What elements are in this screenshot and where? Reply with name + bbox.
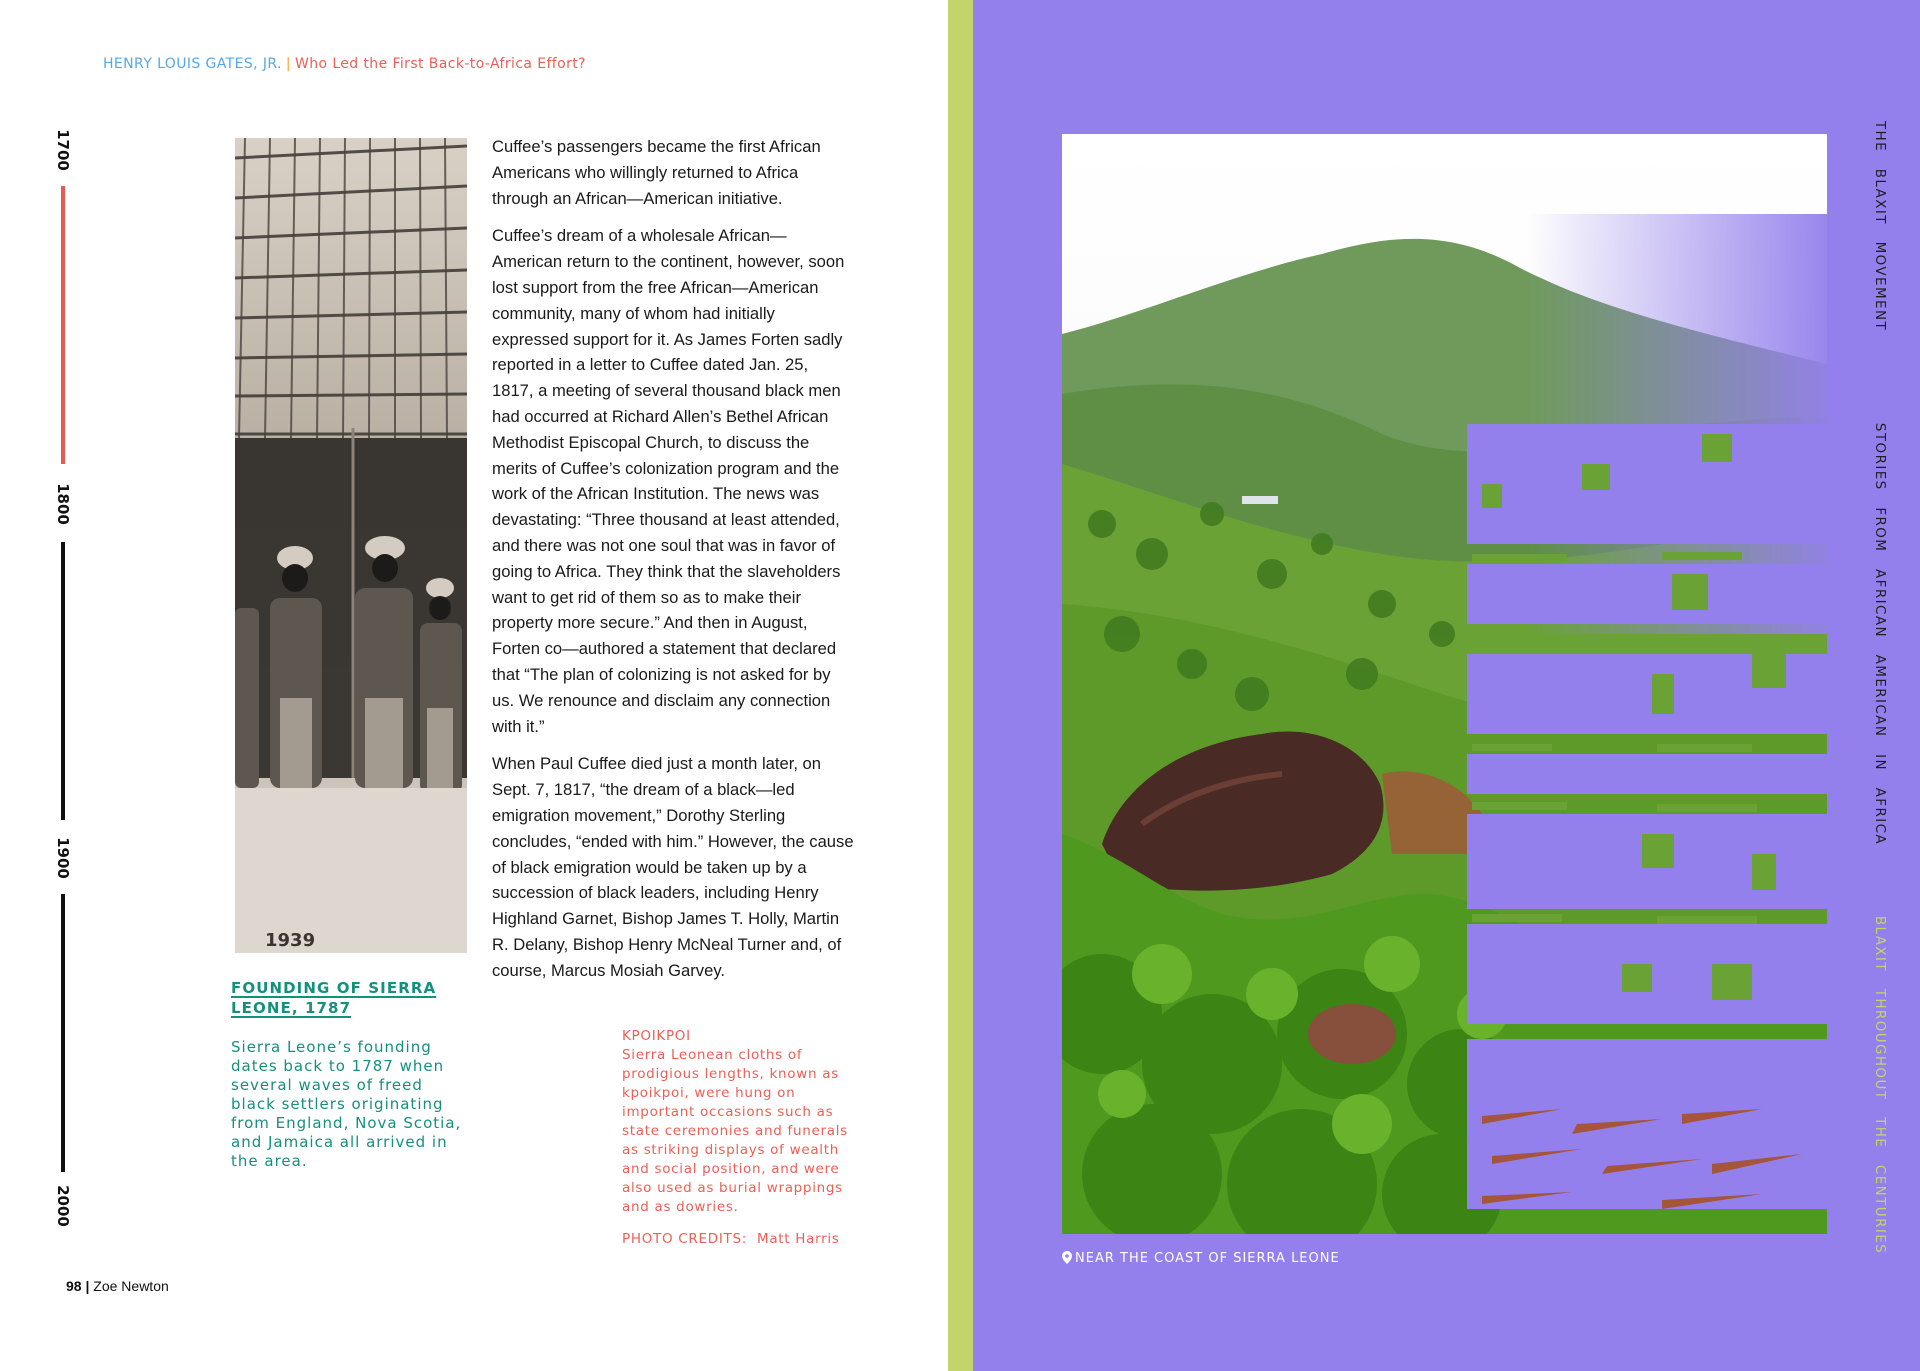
- timeline-label-2000: 2000: [54, 1185, 72, 1227]
- svg-text:1939: 1939: [265, 930, 316, 951]
- timeline-label-1700: 1700: [54, 129, 72, 171]
- article-paragraph: Cuffee’s passengers became the first African Americans who willingly returned to Africa through an African—American initiative.: [492, 137, 821, 208]
- sidebar-note-text: Sierra Leonean cloths of prodigious lengths, known as kpoikpoi, were hung on important occasions such as state ceremonies and funerals as striking displays of wealth and social position, and were also used as burial wrappings and as dowries.: [622, 1047, 848, 1215]
- spine-strip: [948, 0, 973, 1371]
- photo-caption-block: [231, 978, 471, 1171]
- photo-caption-title: FOUNDING OF SIERRA LEONE, 1787: [231, 979, 437, 1017]
- timeline-segment-red: [61, 186, 65, 464]
- folio-author: Zoe Newton: [93, 1278, 169, 1294]
- timeline-label-1800: 1800: [54, 483, 72, 525]
- side-label-centuries: BLAXIT THROUGHOUT THE CENTURIES: [1872, 915, 1888, 1255]
- timeline-segment: [61, 894, 65, 1172]
- folio-separator: |: [85, 1278, 90, 1294]
- running-head-separator: |: [285, 56, 291, 72]
- sidebar-note: [622, 1027, 862, 1217]
- photo-credits-name: Matt Harris: [756, 1231, 840, 1247]
- folio: [66, 1278, 169, 1294]
- landscape-photo: [1062, 134, 1827, 1234]
- photo-credits: [622, 1231, 840, 1247]
- running-head-title: Who Led the First Back-to-Africa Effort?: [294, 56, 586, 72]
- photo-caption-text: Sierra Leone’s founding dates back to 1787 when several waves of freed black settlers originating from England, Nova Scotia, and Jamaica all arrived in the area.: [231, 1038, 462, 1170]
- article-body: [492, 134, 854, 996]
- archival-photo: [235, 138, 467, 953]
- side-label-stories: STORIES FROM AFRICAN AMERICAN IN AFRICA: [1872, 422, 1888, 846]
- side-label-blaxit-movement: THE BLAXIT MOVEMENT: [1872, 120, 1888, 332]
- timeline: [48, 130, 78, 1230]
- photo-credits-label: PHOTO CREDITS:: [622, 1231, 747, 1247]
- timeline-label-1900: 1900: [54, 837, 72, 879]
- landscape-caption: [1062, 1251, 1340, 1266]
- page-number: 98: [66, 1278, 82, 1294]
- article-paragraph: When Paul Cuffee died just a month later, on Sept. 7, 1817, “the dream of a black—led emigration movement,” Dorothy Sterling concludes, “ended with him.” However, the cause of black emigration would be taken up by a succession of black leaders, including Henry Highland Garnet, Bishop James T. Holly, Martin R. Delany, Bishop Henry McNeal Turner and, of course, Marcus Mosiah Garvey.: [492, 754, 854, 980]
- article-paragraph: Cuffee’s dream of a wholesale African—American return to the continent, however, soon lost support from the free African—American community, many of whom had initially expressed support for it. As James Forten sadly reported in a letter to Cuffee dated Jan. 25, 1817, a meeting of several thousand black men had occurred at Richard Allen’s Bethel African Methodist Episcopal Church, to discuss the merits of Cuffee’s colonization program and the work of the African Institution. The news was devastating: “Three thousand at least attended, and there was not one soul that was in favor of going to Africa. They think that the slaveholders want to get rid of them so as to make their property more secure.” And then in August, Forten co—authored a statement that declared that “The plan of colonizing is not asked for by us. We renounce and disclaim any connection with it.”: [492, 226, 845, 736]
- running-head-author: HENRY LOUIS GATES, JR.: [103, 56, 282, 72]
- timeline-segment: [61, 542, 65, 820]
- location-pin-icon: [1062, 1251, 1075, 1266]
- landscape-caption-text: NEAR THE COAST OF SIERRA LEONE: [1075, 1251, 1340, 1266]
- sidebar-note-title: KPOIKPOI: [622, 1028, 691, 1044]
- running-head: [103, 56, 586, 72]
